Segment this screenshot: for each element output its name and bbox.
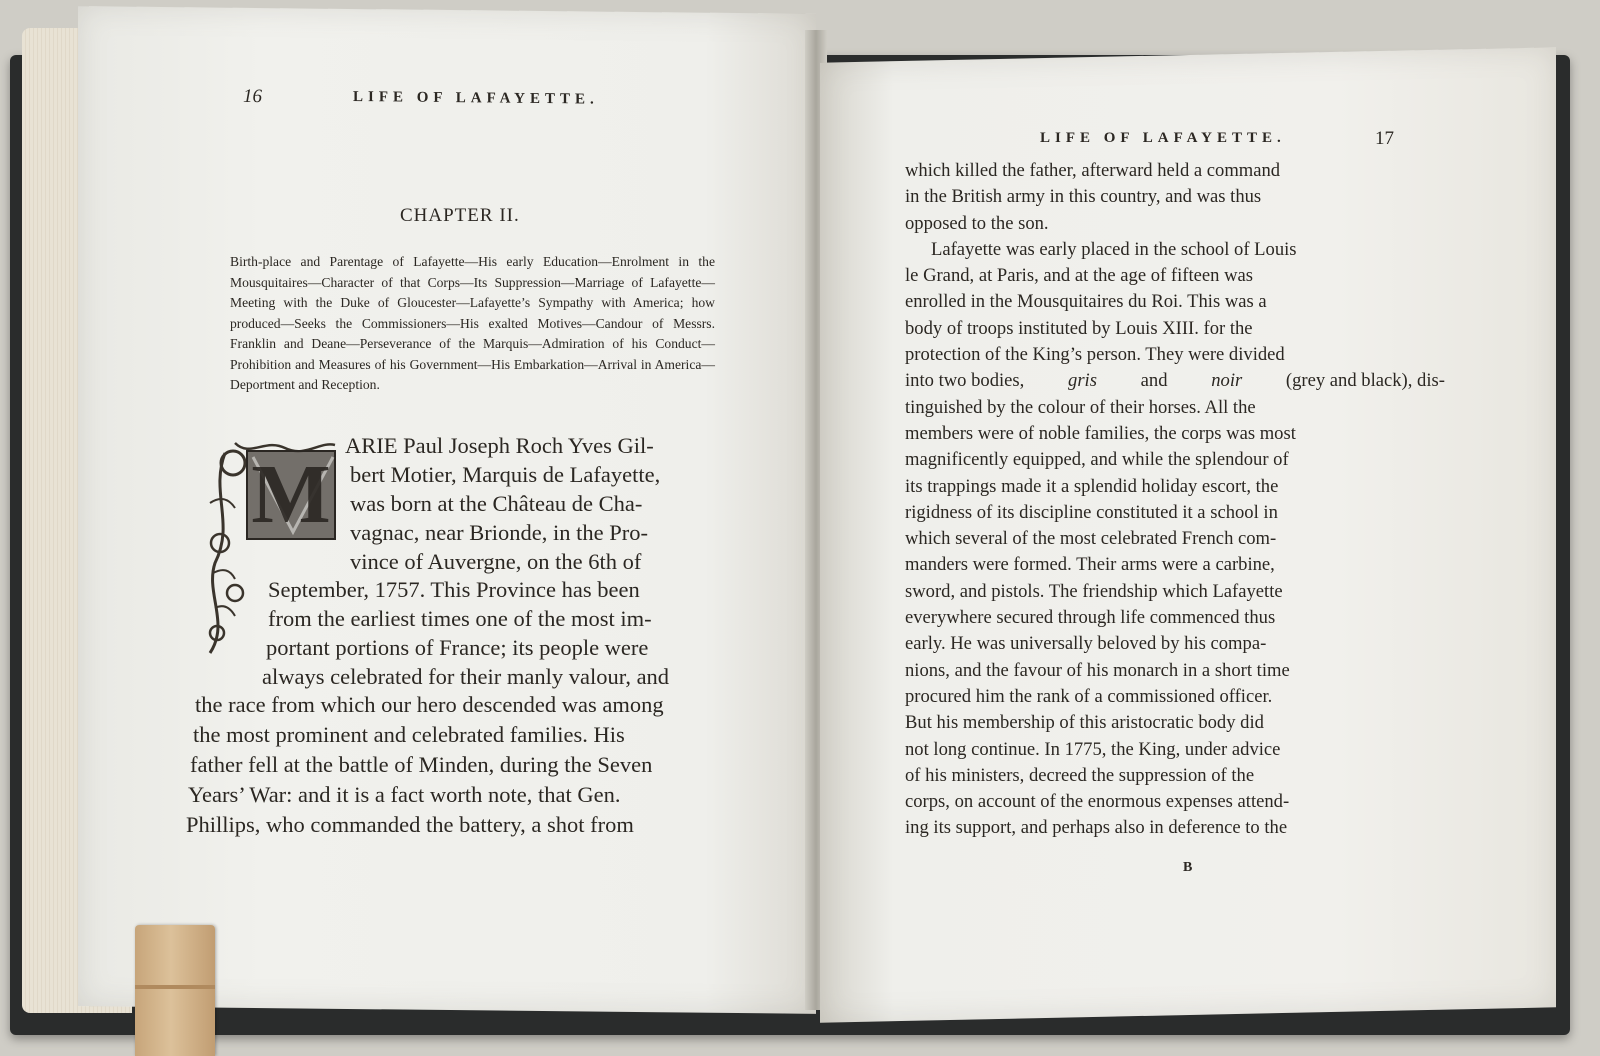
left-page-number: 16 xyxy=(243,85,262,108)
body-line: nions, and the favour of his monarch in a short time xyxy=(905,659,1290,681)
body-line: procured him the rank of a commissioned officer. xyxy=(905,685,1273,707)
body-line: body of troops instituted by Louis XIII. for the xyxy=(905,317,1253,339)
body-line: tinguished by the colour of their horses. All the xyxy=(905,396,1256,418)
wooden-book-clip xyxy=(135,925,215,1056)
body-line: members were of noble families, the corps was most xyxy=(905,422,1296,444)
body-line: from the earliest times one of the most im- xyxy=(268,606,652,631)
body-line: was born at the Château de Cha- xyxy=(350,491,643,516)
body-line: Lafayette was early placed in the school of Louis xyxy=(931,238,1297,260)
body-line: protection of the King’s person. They were divided xyxy=(905,344,1285,366)
body-line: rigidness of its discipline constituted it a school in xyxy=(905,501,1278,523)
drop-cap-letter: M xyxy=(251,448,331,541)
body-line: father fell at the battle of Minden, during the Seven xyxy=(190,752,653,777)
body-line: Years’ War: and it is a fact worth note, that Gen. xyxy=(188,782,621,807)
body-line: manders were formed. Their arms were a carbine, xyxy=(905,554,1275,576)
body-line: in the British army in this country, and was thus xyxy=(905,186,1262,208)
body-line: always celebrated for their manly valour, and xyxy=(262,664,670,689)
body-line: vince of Auvergne, on the 6th of xyxy=(350,549,642,574)
body-line: of his ministers, decreed the suppression of the xyxy=(905,764,1255,786)
body-line: le Grand, at Paris, and at the age of fifteen was xyxy=(905,265,1253,287)
body-line: Phillips, who commanded the battery, a shot from xyxy=(186,812,634,837)
body-line: sword, and pistols. The friendship which Lafayette xyxy=(905,580,1283,602)
body-line: opposed to the son. xyxy=(905,212,1049,234)
body-line: which killed the father, afterward held a command xyxy=(905,160,1281,181)
body-line: into two bodies, gris and noir (grey and black), dis- xyxy=(905,370,1445,392)
body-line: which several of the most celebrated French com- xyxy=(905,528,1277,550)
body-line: enrolled in the Mousquitaires du Roi. This was a xyxy=(905,291,1267,313)
body-line: corps, on account of the enormous expenses attend- xyxy=(905,791,1290,813)
chapter-synopsis: Birth-place and Parentage of Lafayette—His early Education—Enrolment in the Mousquitaires—Character of that Corps—Its Suppression—Marriage of Lafayette—Meeting with the Duke of Gloucester—Lafayette’s Sympathy with America; how produced—Seeks the Commissioners—His exalted Motives—Candour of Messrs. Franklin and Deane—Perseverance of the Marquis—Admiration of his Conduct—Prohibition and Measures of his Government—His Embarkation—Arrival in America—Deportment and Reception. xyxy=(230,254,715,392)
body-line: magnificently equipped, and while the splendour of xyxy=(905,449,1289,471)
body-line: early. He was universally beloved by his compa- xyxy=(905,633,1267,655)
signature-mark: B xyxy=(1183,860,1193,875)
body-line: portant portions of France; its people were xyxy=(266,635,649,660)
right-page-number: 17 xyxy=(1375,128,1394,149)
body-line: its trappings made it a splendid holiday escort, the xyxy=(905,475,1279,497)
body-line: ARIE Paul Joseph Roch Yves Gil- xyxy=(345,433,654,458)
right-running-head: LIFE OF LAFAYETTE. xyxy=(1040,130,1286,146)
body-line: the most prominent and celebrated families. His xyxy=(193,722,625,747)
chapter-title: CHAPTER II. xyxy=(400,205,520,226)
body-line: ing its support, and perhaps also in deference to the xyxy=(905,817,1288,839)
body-line: vagnac, near Brionde, in the Pro- xyxy=(350,520,649,545)
body-line: everywhere secured through life commenced thus xyxy=(905,607,1276,629)
right-body-text xyxy=(905,158,1445,842)
body-line: the race from which our hero descended was among xyxy=(195,692,664,717)
body-line: But his membership of this aristocratic body did xyxy=(905,712,1264,734)
left-running-head: LIFE OF LAFAYETTE. xyxy=(353,89,599,108)
body-line: not long continue. In 1775, the King, under advice xyxy=(905,738,1281,760)
body-line: bert Motier, Marquis de Lafayette, xyxy=(350,462,661,487)
body-line: September, 1757. This Province has been xyxy=(268,577,640,602)
